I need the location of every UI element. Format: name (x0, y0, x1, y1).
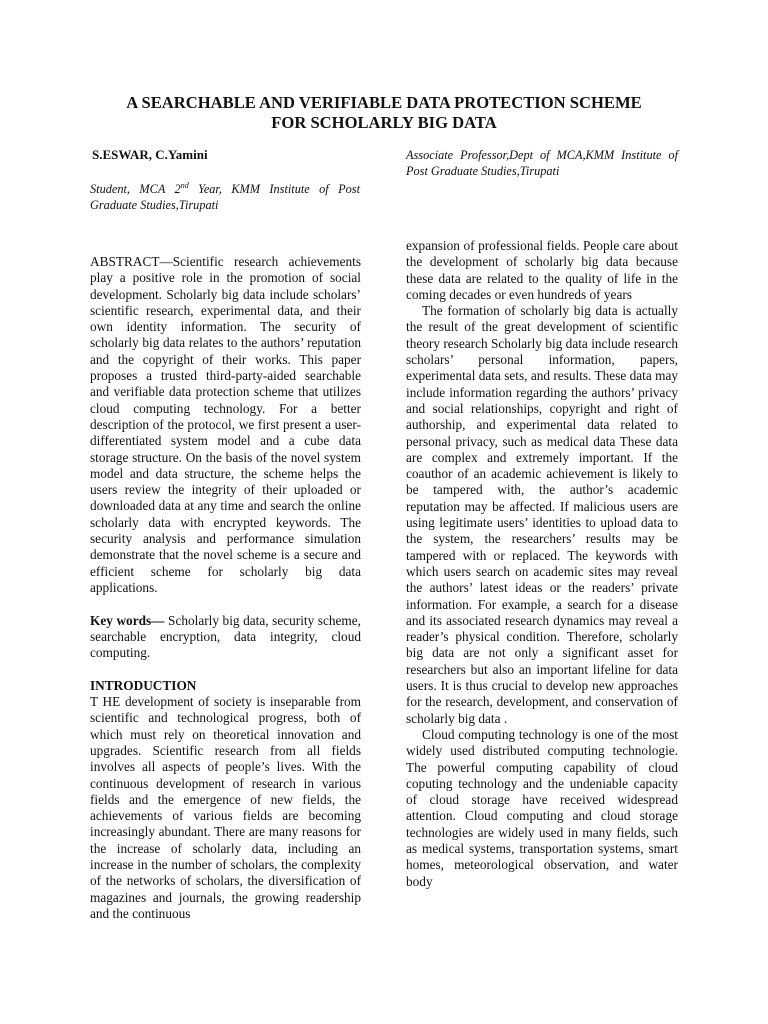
affiliation-left-post: Year, KMM Institute of Post Graduate Studies,Tirupati (90, 182, 360, 213)
title-line-2: FOR SCHOLARLY BIG DATA (271, 113, 497, 132)
affiliation-right: Associate Professor,Dept of MCA,KMM Institute of Post Graduate Studies,Tirupati (406, 148, 678, 178)
keywords (90, 613, 361, 662)
affiliation-left-sup: nd (180, 181, 189, 190)
paper-title (60, 93, 708, 133)
right-paragraph-2: The formation of scholarly big data is actually the result of the great development of scientific theory research Scholarly big data include research scholars’ personal information, papers, experimental data sets, and results. These data may include information regarding the authors’ privacy and social relationships, copyright and right of authorship, and experimental data related to personal privacy, such as medical data These data are complex and extremely important. If the coauthor of an academic achievement is likely to be tampered with, the author’s academic reputation may be affected. If malicious users are using legitimate users’ identities to upload data to the system, the researchers’ results may be tampered with or replaced. The keywords with which users search on academic sites may reveal the authors’ latest ideas or the readers’ private information. For example, a search for a disease and its associated research dynamics may reveal a reader’s physical condition. Therefore, scholarly big data are not only a significant asset for researchers but also an important lifeline for data users. It is thus crucial to develop new approaches for the research, development, and conservation of scholarly big data . (406, 303, 678, 726)
right-paragraph-1: expansion of professional fields. People care about the development of scholarly big data because these data are related to the quality of life in the coming decades or even hundreds of years (406, 238, 678, 302)
author-names: S.ESWAR, C.Yamini (92, 147, 208, 162)
keywords-text: Scholarly big data, security scheme, searchable encryption, data integrity, cloud computing. (90, 612, 361, 661)
affiliation-left-pre: Student, MCA 2 (90, 182, 181, 197)
introduction-heading: INTRODUCTION (90, 677, 197, 693)
left-column (90, 254, 361, 922)
intro-paragraph-1: T HE development of society is inseparable from scientific and technological progress, both of which must rely on theoretical innovation and upgrades. Scientific research from all fields involves all aspects of people’s lives. With the continuous development of research in various fields and the emergence of new fields, the achievements of various fields are becoming increasingly abundant. There are many reasons for the increase of scholarly data, including an increase in the number of scholars, the complexity of the networks of scholars, the diversification of magazines and journals, the growing readership and the continuous (90, 694, 361, 921)
title-line-1: A SEARCHABLE AND VERIFIABLE DATA PROTECTION SCHEME (126, 93, 642, 112)
keywords-label: Key words— (90, 612, 165, 628)
affiliation-left (90, 178, 360, 213)
right-paragraph-3: Cloud computing technology is one of the most widely used distributed computing technologie. The powerful computing capability of cloud coputing technology and the undeniable capacity of cloud storage have received widespread attention. Cloud computing and cloud storage technologies are widely used in many fields, such as medical systems, transportation systems, smart homes, meteorological observation, and water body (406, 726, 678, 889)
right-column (406, 238, 678, 890)
abstract: ABSTRACT—Scientific research achievements play a positive role in the promotion of social development. Scholarly big data include scholars’ scientific research, experimental data, and their own identity information. The security of scholarly big data relates to the authors’ reputation and the copyright of their works. This paper proposes a trusted third-party-aided searchable and verifiable data protection scheme that utilizes cloud computing technology. For a better description of the protocol, we first present a user-differentiated system model and a cube data storage structure. On the basis of the novel system model and data structure, the scheme helps the users review the integrity of their uploaded or downloaded data at any time and search the online scholarly data with encrypted keywords. The security analysis and performance simulation demonstrate that the novel scheme is a secure and efficient scheme for scholarly big data applications. (90, 254, 361, 595)
